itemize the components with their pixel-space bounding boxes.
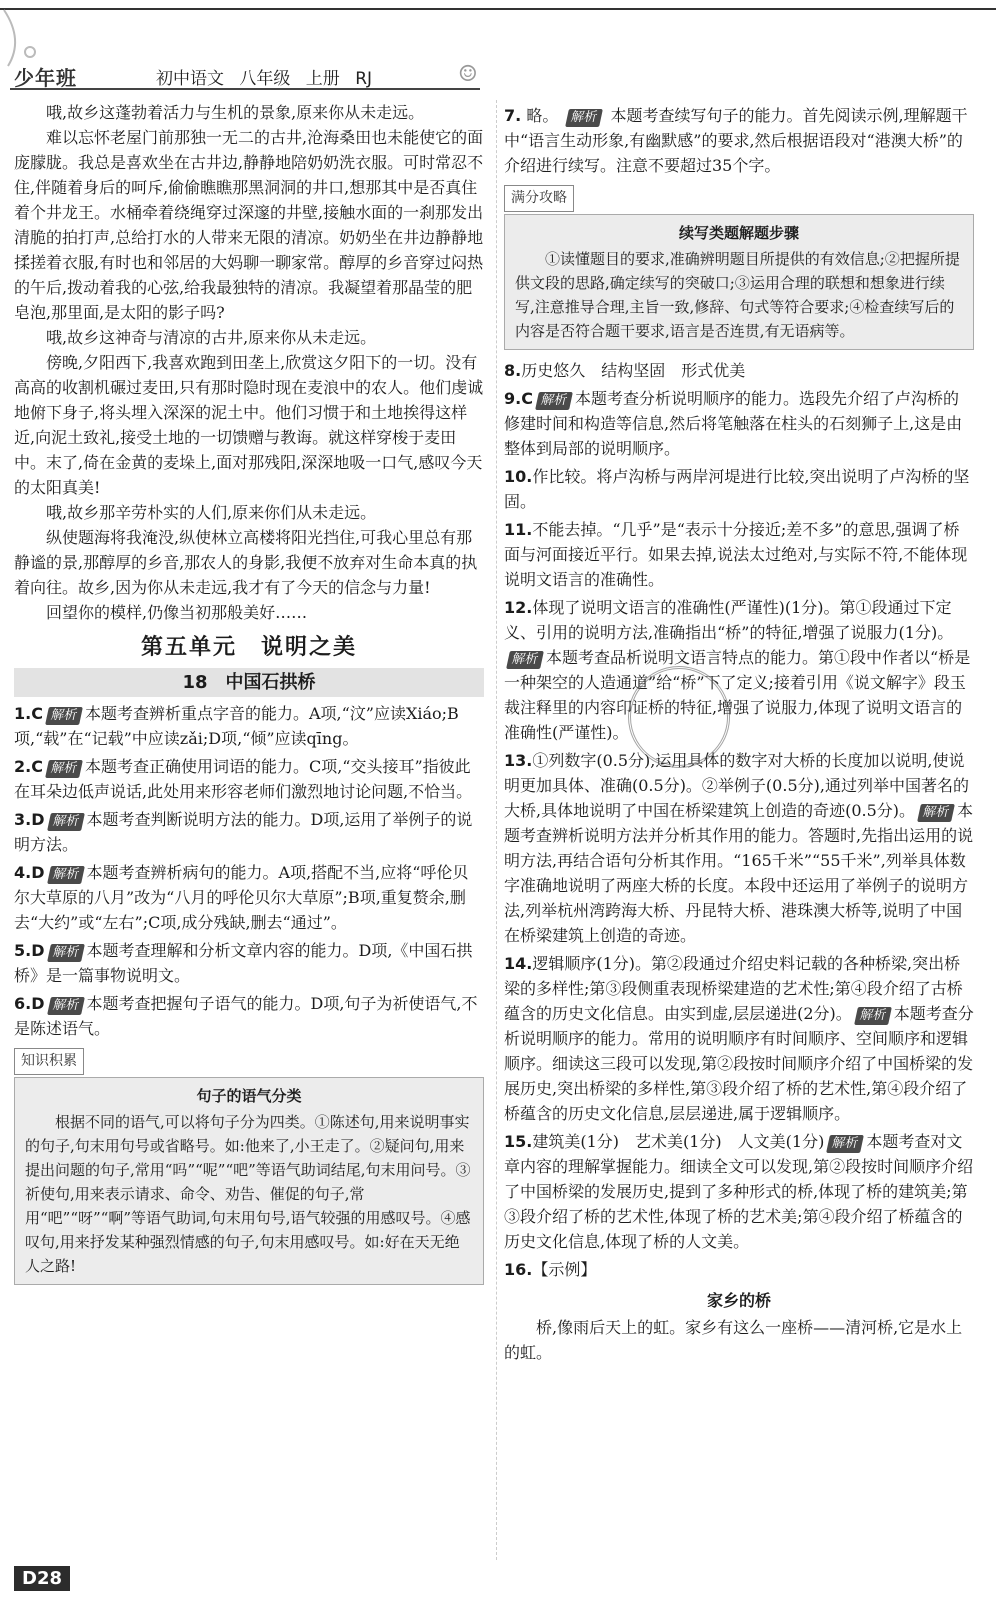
- answer-number: 14.: [504, 954, 533, 973]
- answer-text: 本题考查辨析病句的能力。A项,搭配不当,应将“呼伦贝尔大草原的八月”改为“八月的呼伦贝尔大草原”;B项,重复赘余,删去“大约”或“左右”;C项,成分残缺,删去“通过”。: [14, 863, 469, 932]
- answer-text: 本题考查辨析重点字音的能力。A项,“汶”应读Xiáo;B项,“载”在“记载”中应读zǎi;D项,“倾”应读qīng。: [14, 704, 459, 748]
- strategy-text: ①读懂题目的要求,准确辨明题目所提供的有效信息;②把握所提供文段的思路,确定续写的突破口;③运用合理的联想和想象进行续写,注意推导合理,主旨一致,修辞、句式等符合要求;④检查续写后的内容是否符合题干要求,语言是否连贯,有无语病等。: [515, 250, 960, 340]
- analysis-tag: 解析: [535, 392, 573, 410]
- analysis-text: 本题考查分析说明顺序的能力。常用的说明顺序有时间顺序、空间顺序和逻辑顺序。细读这三段可以发现,第②段按时间顺序介绍了中国桥梁的发展历史,突出桥梁的多样性,第③段介绍了桥的艺术性,第④段介绍了桥蕴含的历史文化信息,层层递进,属于逻辑顺序。: [504, 1004, 974, 1123]
- essay-paragraph: 傍晚,夕阳西下,我喜欢跑到田垄上,欣赏这夕阳下的一切。没有高高的收割机碾过麦田,只有那时隐时现在麦浪中的农人。他们虔诚地俯下身子,将头埋入深深的泥土中。他们习惯于和土地挨得这样近,向泥土致礼,接受土地的一切馈赠与教诲。就这样穿梭于麦田中。末了,倚在金黄的麦垛上,面对那残阳,深深地吸一口气,感叹今天的太阳真美!: [14, 353, 484, 497]
- answer-item: [14, 938, 484, 988]
- right-column: [504, 100, 974, 1365]
- knowledge-label: 知识积累: [14, 1048, 84, 1075]
- answer-item: [504, 595, 974, 745]
- essay-paragraph: 哦,故乡这神奇与清凉的古井,原来你从未走远。: [46, 328, 377, 347]
- analysis-tag: 解析: [506, 651, 544, 669]
- knowledge-box: [14, 1077, 484, 1285]
- page-header: [0, 0, 996, 100]
- unit-title: 第五单元 说明之美: [140, 635, 357, 660]
- answer-text: 建筑美(1分) 艺术美(1分) 人文美(1分): [532, 1132, 825, 1151]
- answer-number: 7.: [504, 106, 522, 125]
- answer-number: 9.C: [504, 389, 533, 408]
- analysis-tag: 解析: [45, 760, 83, 778]
- analysis-tag: 解析: [47, 997, 85, 1015]
- answer-text: 本题考查把握句子语气的能力。D项,句子为祈使语气,不是陈述语气。: [14, 994, 478, 1038]
- strategy-title: 续写类题解题步骤: [678, 224, 799, 242]
- lesson-title: 18 中国石拱桥: [14, 668, 484, 697]
- answer-number: 10.: [504, 467, 533, 486]
- column-divider: [496, 100, 497, 1560]
- top-rule: [0, 8, 996, 10]
- answer-number: 3.D: [14, 810, 45, 829]
- knowledge-text: 根据不同的语气,可以将句子分为四类。①陈述句,用来说明事实的句子,句末用句号或省略号。如:他来了,小王走了。②疑问句,用来提出问题的句子,常用“吗”“呢”“吧”等语气助词结尾,句末用问号。③祈使句,用来表示请求、命令、劝告、催促的句子,常用“吧”“呀”“啊”等语气助词,句末用句号,语气较强的用感叹号。④感叹句,用来抒发某种强烈情感的句子,句末用感叹号。如:好在天无绝人之路!: [25, 1113, 471, 1275]
- analysis-text: 本题考查续写句子的能力。首先阅读示例,理解题干中“语言生动形象,有幽默感”的要求,然后根据语段对“港澳大桥”的介绍进行续写。注意不要超过35个字。: [504, 106, 968, 175]
- answer-text: 作比较。将卢沟桥与两岸河堤进行比较,突出说明了卢沟桥的坚固。: [504, 467, 970, 511]
- analysis-tag: 解析: [917, 804, 955, 822]
- essay-block: [14, 100, 484, 625]
- right-answer-list: [504, 358, 974, 1282]
- answer-item: [504, 1257, 974, 1282]
- answer-text: 本题考查分析说明顺序的能力。选段先介绍了卢沟桥的修建时间和构造等信息,然后将笔触落在柱头的石刻狮子上,这是由整体到局部的说明顺序。: [504, 389, 963, 458]
- answer-item: [504, 517, 974, 592]
- answer-text: ①列数字(0.5分),运用具体的数字对大桥的长度加以说明,使说明更加具体、准确(0.5分)。②举例子(0.5分),通过列举中国著名的大桥,具体地说明了中国在桥梁建筑上创造的奇迹(0.5分)。: [504, 751, 969, 820]
- answer-number: 12.: [504, 598, 533, 617]
- answer-number: 6.D: [14, 994, 45, 1013]
- analysis-text: 本题考查辨析说明方法并分析其作用的能力。答题时,先指出运用的说明方法,再结合语句分析其作用。“165千米”“55千米”,列举具体数字准确地说明了两座大桥的长度。本段中还运用了举例子的说明方法,列举杭州湾跨海大桥、丹昆特大桥、港珠澳大桥等,说明了中国在桥梁建筑上创造的奇迹。: [504, 801, 974, 945]
- analysis-tag: 解析: [47, 813, 85, 831]
- corner-decoration: [0, 0, 48, 70]
- answer-item: [504, 951, 974, 1126]
- essay-paragraph: 回望你的模样,仍像当初那般美好……: [46, 603, 308, 622]
- answer-number: 13.: [504, 751, 533, 770]
- essay-paragraph: 难以忘怀老屋门前那独一无二的古井,沧海桑田也未能使它的面庞朦胧。我总是喜欢坐在古井边,静静地陪奶奶洗衣服。可时常忍不住,伴随着身后的呵斥,偷偷瞧瞧那黑洞洞的井口,想那其中是否真住着个井龙王。水桶牵着绕绳穿过深邃的井壁,接触水面的一刹那发出清脆的拍打声,总给打水的人带来无限的清凉。奶奶坐在井边静静地揉搓着衣服,有时也和邻居的大妈聊一聊家常。醇厚的乡音穿过闷热的午后,拨动着我的心弦,给我最独特的清凉。我凝望着那晶莹的肥皂泡,那里面,是太阳的影子吗?: [14, 128, 484, 322]
- analysis-tag: 解析: [566, 109, 604, 127]
- answer-item: [504, 464, 974, 514]
- answer-item: [14, 754, 484, 804]
- answer-text: 历史悠久 结构坚固 形式优美: [521, 361, 746, 380]
- analysis-tag: 解析: [826, 1135, 864, 1153]
- answer-item: [14, 701, 484, 751]
- answer-item: [14, 860, 484, 935]
- answer-item: [14, 807, 484, 857]
- page-number: D28: [14, 1566, 70, 1591]
- answer-item: [504, 1129, 974, 1254]
- answer-text: 本题考查理解和分析文章内容的能力。D项,《中国石拱桥》是一篇事物说明文。: [14, 941, 473, 985]
- answer-item: [504, 748, 974, 948]
- answer-text: 逻辑顺序(1分)。第②段通过介绍史料记载的各种桥梁,突出桥梁的多样性;第③段侧重表现桥梁建造的艺术性;第④段介绍了古桥蕴含的历史文化信息。由实到虚,层层递进(2分)。: [504, 954, 963, 1023]
- answer-text: 不能去掉。“几乎”是“表示十分接近;差不多”的意思,强调了桥面与河面接近平行。如果去掉,说法太过绝对,与实际不符,不能体现说明文语言的准确性。: [504, 520, 968, 589]
- answer-number: 16.: [504, 1260, 533, 1279]
- analysis-tag: 解析: [47, 866, 85, 884]
- answer-item: [14, 991, 484, 1041]
- answer-number: 8.: [504, 361, 522, 380]
- essay-paragraph: 纵使题海将我淹没,纵使林立高楼将阳光挡住,可我心里总有那静谧的景,那醇厚的乡音,那农人的身影,我便不放弃对生命本真的执着向往。故乡,因为你从未走远,我才有了今天的信念与力量!: [14, 528, 478, 597]
- strategy-label: 满分攻略: [504, 185, 574, 212]
- essay-paragraph: 哦,故乡那辛劳朴实的人们,原来你们从未走远。: [46, 503, 377, 522]
- answer-text: 本题考查判断说明方法的能力。D项,运用了举例子的说明方法。: [14, 810, 473, 854]
- sheep-icon: ☺: [458, 62, 478, 87]
- book-breadcrumb: 初中语文 八年级 上册 RJ: [156, 69, 373, 89]
- answer-number: 4.D: [14, 863, 45, 882]
- answer-text: 本题考查正确使用词语的能力。C项,“交头接耳”指彼此在耳朵边低声说话,此处用来形容老师们激烈地讨论问题,不恰当。: [14, 757, 473, 801]
- analysis-tag: 解析: [47, 944, 85, 962]
- answer-number: 5.D: [14, 941, 45, 960]
- strategy-box: [504, 214, 974, 350]
- answer-number: 2.C: [14, 757, 43, 776]
- analysis-text: 本题考查对文章内容的理解掌握能力。细读全文可以发现,第②段按时间顺序介绍了中国桥梁的发展历史,提到了多种形式的桥,体现了桥的建筑美;第③段介绍了桥的艺术性,体现了桥的艺术美;第④段介绍了桥蕴含的历史文化信息,体现了桥的人文美。: [504, 1132, 974, 1251]
- analysis-tag: 解析: [854, 1007, 892, 1025]
- answer-text: 略。: [526, 106, 559, 125]
- answer-item: [504, 386, 974, 461]
- answer-item: [504, 358, 974, 383]
- answer-number: 11.: [504, 520, 533, 539]
- example-text: 桥,像雨后天上的虹。家乡有这么一座桥——清河桥,它是水上的虹。: [504, 1318, 963, 1362]
- header-divider: [10, 88, 480, 90]
- answer-text: 体现了说明文语言的准确性(严谨性)(1分)。第①段通过下定义、引用的说明方法,准确指出“桥”的特征,增强了说服力(1分)。: [504, 598, 954, 642]
- knowledge-title: 句子的语气分类: [196, 1087, 302, 1105]
- answer-number: 1.C: [14, 704, 43, 723]
- answer-number: 15.: [504, 1132, 533, 1151]
- answer-item: [504, 103, 974, 178]
- left-column: [14, 100, 484, 1293]
- answer-text: 【示例】: [532, 1260, 597, 1279]
- example-title: 家乡的桥: [706, 1291, 771, 1310]
- brand-logo: 少年班: [14, 66, 77, 90]
- analysis-text: 本题考查品析说明文语言特点的能力。第①段中作者以“桥是一种架空的人造通道”给“桥”下了定义;接着引用《说文解字》段玉裁注释里的内容印证桥的特征,增强了说服力,体现了说明文语言的准确性(严谨性)。: [504, 648, 971, 742]
- left-answer-list: [14, 701, 484, 1041]
- essay-paragraph: 哦,故乡这蓬勃着活力与生机的景象,原来你从未走远。: [46, 103, 425, 122]
- analysis-tag: 解析: [45, 707, 83, 725]
